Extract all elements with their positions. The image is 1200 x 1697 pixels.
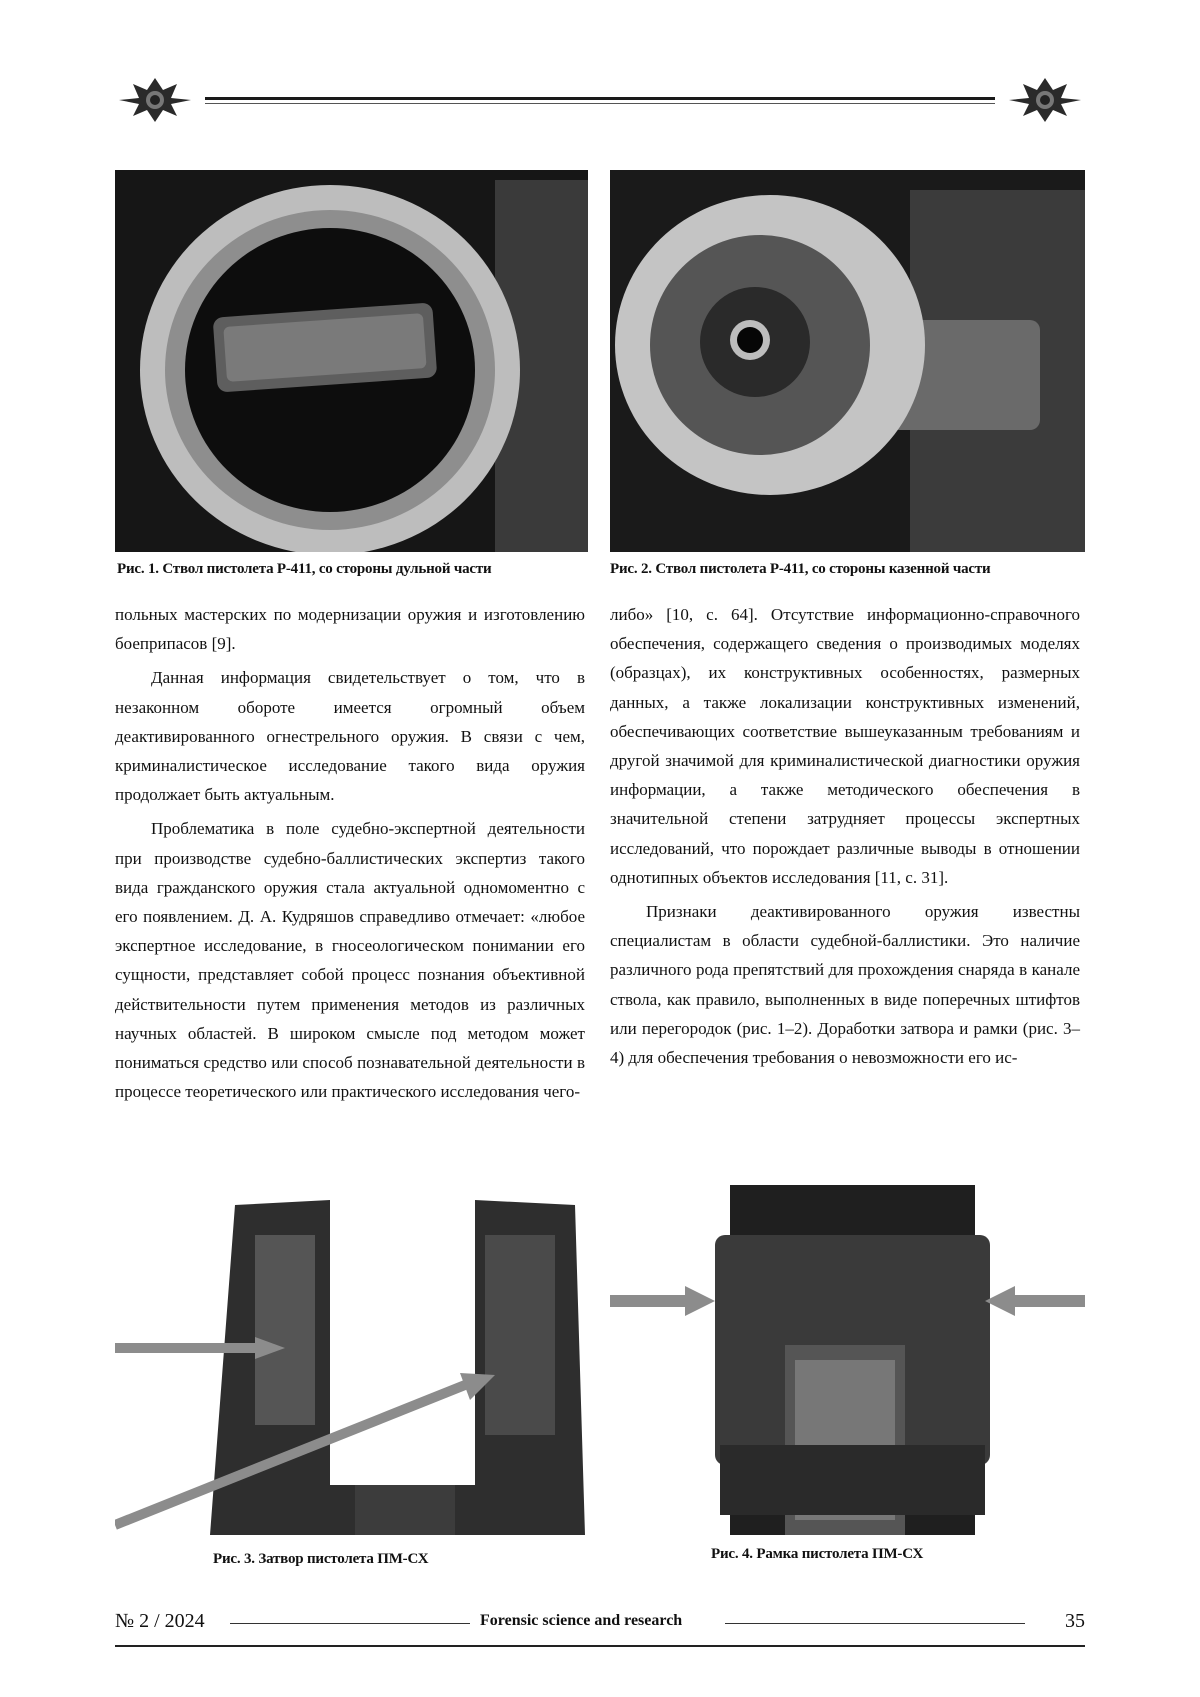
footer-bottom-rule: [115, 1645, 1085, 1647]
page-number: 35: [1065, 1610, 1085, 1633]
footer-rule-left: [230, 1623, 470, 1624]
paragraph: либо» [10, с. 64]. Отсутствие информационно-справочного обеспечения, содержащего сведения о производимых моделях (образцах), их конструктивных особенностях, размерных данных, а также локализации конструктивных изменений, обеспечивающих соответствие вышеуказанным требованиям и другой значимой для криминалистической диагностики оружия информации, а также методического обеспечения в значительной степени затрудняет процессы экспертных исследований, что порождает различные выводы в отношении однотипных объектов исследования [11, с. 31].: [610, 600, 1080, 892]
figure-4-caption: Рис. 4. Рамка пистолета ПМ-СХ: [711, 1546, 923, 1563]
paragraph: Проблематика в поле судебно-экспертной деятельности при производстве судебно-баллистических экспертиз такого вида гражданского оружия стала актуальной одномоментно с его появлением. Д. А. Кудряшов справедливо отмечает: «любое экспертное исследование, в гносеологическом понимании его сущности, представляет собой процесс познания объективной действительности путем применения методов из различных научных областей. В широком смысле под методом может пониматься средство или способ познавательной деятельности в процессе теоретического или практического исследования чего-: [115, 814, 585, 1106]
paragraph: польных мастерских по модернизации оружия и изготовлению боеприпасов [9].: [115, 600, 585, 658]
text-column-right: [610, 600, 1080, 1072]
figure-3-caption: Рис. 3. Затвор пистолета ПМ-СХ: [213, 1551, 428, 1568]
police-emblem-icon: [1005, 70, 1085, 130]
header-rule: [205, 97, 995, 100]
figure-2-photo: [610, 170, 1085, 552]
police-emblem-icon: [115, 70, 195, 130]
journal-name: Forensic science and research: [480, 1612, 682, 1630]
header-rule-thin: [205, 103, 995, 104]
issue-number: № 2 / 2024: [115, 1610, 205, 1633]
figure-4-photo: [610, 1185, 1085, 1535]
page-footer: [115, 1610, 1085, 1650]
footer-rule-right: [725, 1623, 1025, 1624]
page-header: [115, 70, 1085, 130]
text-column-left: [115, 600, 585, 1106]
figure-3-photo: [115, 1195, 588, 1535]
paragraph: Данная информация свидетельствует о том, что в незаконном обороте имеется огромный объем деактивированного огнестрельного оружия. В связи с чем, криминалистическое исследование такого вида оружия продолжает быть актуальным.: [115, 663, 585, 809]
figure-2-caption: Рис. 2. Ствол пистолета Р-411, со стороны казенной части: [610, 561, 990, 578]
figure-1-photo: [115, 170, 588, 552]
figure-1-caption: Рис. 1. Ствол пистолета Р-411, со стороны дульной части: [117, 561, 491, 578]
paragraph: Признаки деактивированного оружия известны специалистам в области судебной-баллистики. Это наличие различного рода препятствий для прохождения снаряда в канале ствола, как правило, выполненных в виде поперечных штифтов или перегородок (рис. 1–2). Доработки затвора и рамки (рис. 3–4) для обеспечения требования о невозможности его ис-: [610, 897, 1080, 1072]
